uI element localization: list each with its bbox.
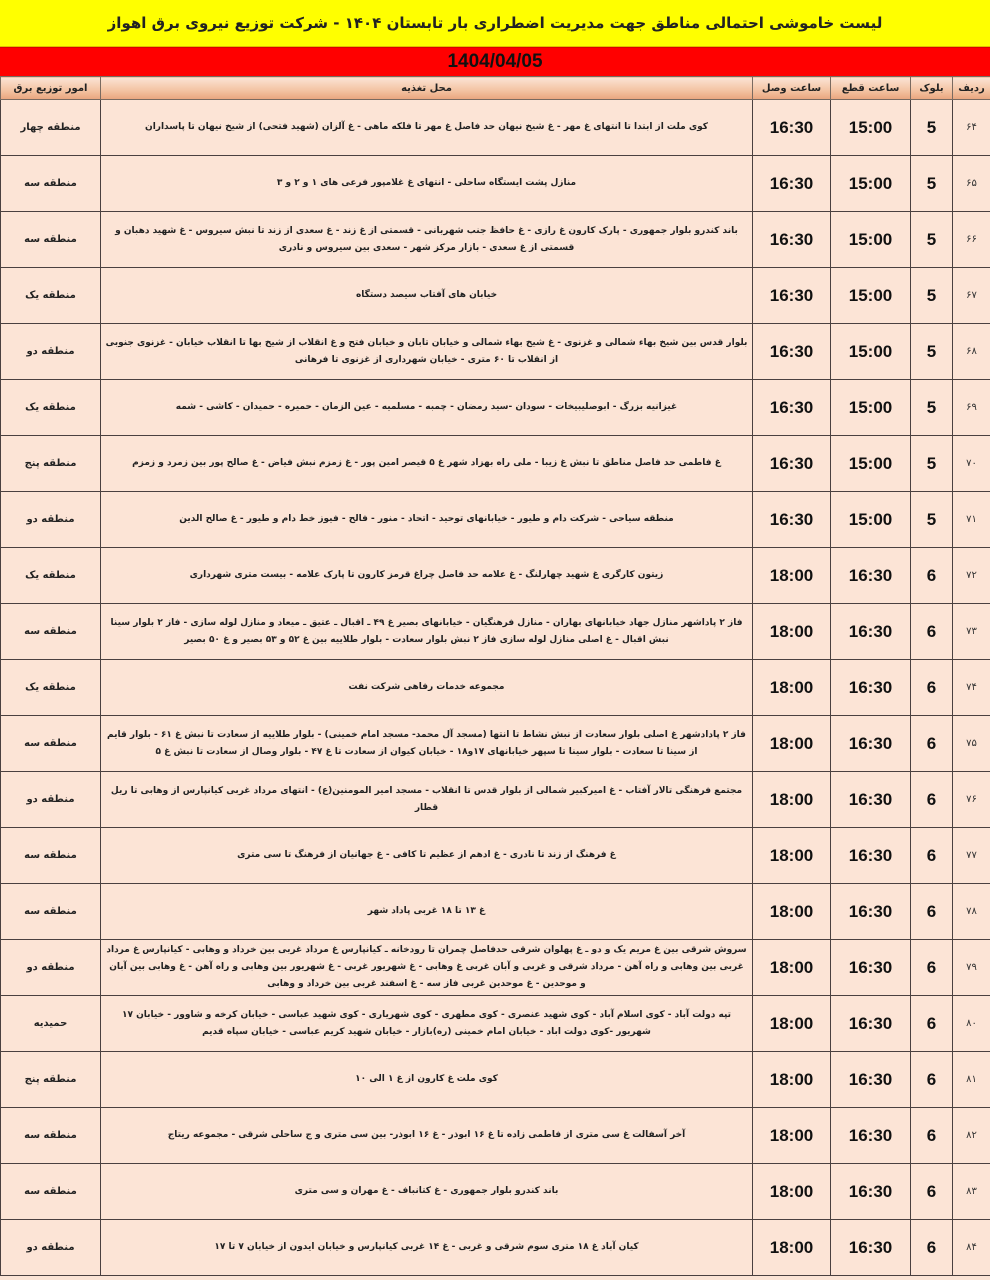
location-cell: کیان آباد غ ۱۸ متری سوم شرقی و غربی - غ ۱۴ غربی کیانپارس و خیابان ایدون از خیابان ۷ تا ۱۷ (101, 1220, 753, 1276)
block-number-cell: 5 (911, 268, 953, 324)
row-number-cell: ۸۳ (953, 1164, 990, 1220)
row-number-cell: ۶۵ (953, 156, 990, 212)
cut-time-cell: 16:30 (831, 996, 911, 1052)
page-title: لیست خاموشی احتمالی مناطق جهت مدیریت اضطراری بار تابستان ۱۴۰۴ - شرکت توزیع نیروی برق اهواز (107, 14, 883, 32)
row-number-cell: ۶۷ (953, 268, 990, 324)
connect-time-cell: 18:00 (753, 1164, 831, 1220)
block-number-cell: 5 (911, 492, 953, 548)
connect-time-cell: 16:30 (753, 492, 831, 548)
cut-time-cell: 16:30 (831, 1108, 911, 1164)
row-number-cell: ۸۴ (953, 1220, 990, 1276)
region-cell: منطقه سه (1, 1108, 101, 1164)
cut-time-cell: 15:00 (831, 492, 911, 548)
date-bar (0, 47, 990, 76)
connect-time-cell: 18:00 (753, 772, 831, 828)
col-header-cut: ساعت قطع (831, 77, 911, 100)
cut-time-cell: 16:30 (831, 660, 911, 716)
region-cell: منطقه سه (1, 828, 101, 884)
region-cell: منطقه دو (1, 492, 101, 548)
outage-table (0, 76, 990, 1276)
cut-time-cell: 16:30 (831, 604, 911, 660)
block-number-cell: 6 (911, 940, 953, 996)
connect-time-cell: 16:30 (753, 156, 831, 212)
connect-time-cell: 18:00 (753, 548, 831, 604)
connect-time-cell: 18:00 (753, 996, 831, 1052)
table-row (1, 156, 990, 212)
table-row (1, 660, 990, 716)
location-cell: باند کندرو بلوار جمهوری - غ کتانباف - غ مهران و سی متری (101, 1164, 753, 1220)
cut-time-cell: 16:30 (831, 1220, 911, 1276)
region-cell: منطقه چهار (1, 100, 101, 156)
table-row (1, 1220, 990, 1276)
table-row (1, 1052, 990, 1108)
location-cell: کوی ملت از ابتدا تا انتهای غ مهر - غ شیخ نیهان حد فاصل غ مهر تا فلکه ماهی - غ آلزان (شهید فتحی) از شیخ نیهان تا پاسداران (101, 100, 753, 156)
region-cell: منطقه یک (1, 660, 101, 716)
block-number-cell: 6 (911, 828, 953, 884)
connect-time-cell: 16:30 (753, 324, 831, 380)
cut-time-cell: 16:30 (831, 1164, 911, 1220)
cut-time-cell: 16:30 (831, 940, 911, 996)
cut-time-cell: 15:00 (831, 212, 911, 268)
connect-time-cell: 18:00 (753, 1108, 831, 1164)
col-header-location: محل تغذیه (101, 77, 753, 100)
block-number-cell: 6 (911, 1052, 953, 1108)
row-number-cell: ۷۱ (953, 492, 990, 548)
region-cell: منطقه سه (1, 604, 101, 660)
row-number-cell: ۶۶ (953, 212, 990, 268)
row-number-cell: ۶۴ (953, 100, 990, 156)
table-row (1, 604, 990, 660)
row-number-cell: ۸۰ (953, 996, 990, 1052)
row-number-cell: ۷۵ (953, 716, 990, 772)
location-cell: فاز ۲ پاداشهر منازل جهاد خیابانهای بهاران - منازل فرهنگیان - خیابانهای بصیر غ ۴۹ ـ اقبال ـ عتیق ـ میعاد و منازل لوله سازی - فاز ۲ بلوار سینا نبش اقبال - غ اصلی منازل لوله سازی فاز ۲ نبش بلوار سعادت - بلوار طلاییه بین غ ۵۲ و ۵۳ بصیر و غ ۵۰ بصیر (101, 604, 753, 660)
row-number-cell: ۷۳ (953, 604, 990, 660)
region-cell: منطقه دو (1, 1220, 101, 1276)
location-cell: غ فرهنگ از زند تا نادری - غ ادهم از عظیم تا کافی - غ جهانیان از فرهنگ تا سی متری (101, 828, 753, 884)
block-number-cell: 6 (911, 660, 953, 716)
cut-time-cell: 15:00 (831, 100, 911, 156)
connect-time-cell: 16:30 (753, 268, 831, 324)
location-cell: منازل پشت ایستگاه ساحلی - انتهای غ غلامپور فرعی های ۱ و ۲ و ۳ (101, 156, 753, 212)
connect-time-cell: 16:30 (753, 436, 831, 492)
location-cell: تپه دولت آباد - کوی اسلام آباد - کوی شهید عنصری - کوی مطهری - کوی شهریاری - کوی شهید عباسی - خیابان کرخه و شاوور - خیابان ۱۷ شهریور -کوی دولت اباد - خیابان امام خمینی (ره)بازار - خیابان شهید کریم عباسی - خیابان سپاه قدیم (101, 996, 753, 1052)
row-number-cell: ۷۶ (953, 772, 990, 828)
cut-time-cell: 16:30 (831, 772, 911, 828)
cut-time-cell: 15:00 (831, 380, 911, 436)
block-number-cell: 6 (911, 716, 953, 772)
table-row (1, 492, 990, 548)
cut-time-cell: 16:30 (831, 716, 911, 772)
table-row (1, 212, 990, 268)
table-row (1, 996, 990, 1052)
connect-time-cell: 18:00 (753, 884, 831, 940)
table-header-row (1, 77, 990, 100)
table-row (1, 940, 990, 996)
title-bar (0, 0, 990, 47)
row-number-cell: ۷۸ (953, 884, 990, 940)
region-cell: منطقه سه (1, 156, 101, 212)
cut-time-cell: 16:30 (831, 828, 911, 884)
row-number-cell: ۷۴ (953, 660, 990, 716)
table-row (1, 772, 990, 828)
region-cell: منطقه دو (1, 324, 101, 380)
block-number-cell: 6 (911, 996, 953, 1052)
row-number-cell: ۷۰ (953, 436, 990, 492)
cut-time-cell: 15:00 (831, 268, 911, 324)
date-label: 1404/04/05 (447, 51, 543, 72)
connect-time-cell: 16:30 (753, 212, 831, 268)
row-number-cell: ۷۷ (953, 828, 990, 884)
cut-time-cell: 15:00 (831, 324, 911, 380)
row-number-cell: ۸۱ (953, 1052, 990, 1108)
row-number-cell: ۸۲ (953, 1108, 990, 1164)
block-number-cell: 6 (911, 1220, 953, 1276)
location-cell: باند کندرو بلوار جمهوری - پارک کارون غ رازی - غ حافظ جنب شهربانی - قسمتی از غ زند - غ سعدی از زند تا نبش سیروس - غ شهید دهبان و قسمتی از غ سعدی - بازار مرکز شهر - سعدی بین سیروس و نادری (101, 212, 753, 268)
connect-time-cell: 16:30 (753, 100, 831, 156)
table-row (1, 100, 990, 156)
table-row (1, 380, 990, 436)
row-number-cell: ۶۹ (953, 380, 990, 436)
region-cell: منطقه یک (1, 548, 101, 604)
table-row (1, 716, 990, 772)
region-cell: منطقه دو (1, 940, 101, 996)
location-cell: فاز ۲ پادادشهر غ اصلی بلوار سعادت از نبش نشاط تا انتها (مسجد آل محمد- مسجد امام خمینی) - بلوار طلاییه از سعادت تا نبش غ ۶۱ - بلوار قایم از سینا تا سعادت - بلوار سینا تا سپهر خیابانهای ۱۷و۱۸ - خیابان کیوان از سعادت تا غ ۴۷ - بلوار وصال از سعادت تا نبش غ ۵ (101, 716, 753, 772)
region-cell: منطقه یک (1, 380, 101, 436)
cut-time-cell: 15:00 (831, 436, 911, 492)
row-number-cell: ۷۹ (953, 940, 990, 996)
cut-time-cell: 15:00 (831, 156, 911, 212)
cut-time-cell: 16:30 (831, 548, 911, 604)
location-cell: آخر آسفالت غ سی متری از فاطمی زاده تا غ ۱۶ ابوذر - غ ۱۶ ابوذر- بین سی متری و ج ساحلی شرقی - مجموعه ریتاج (101, 1108, 753, 1164)
location-cell: مجموعه خدمات رفاهی شرکت نفت (101, 660, 753, 716)
col-header-block: بلوک (911, 77, 953, 100)
region-cell: حمیدیه (1, 996, 101, 1052)
connect-time-cell: 18:00 (753, 940, 831, 996)
cut-time-cell: 16:30 (831, 1052, 911, 1108)
table-row (1, 1108, 990, 1164)
region-cell: منطقه سه (1, 1164, 101, 1220)
block-number-cell: 5 (911, 156, 953, 212)
connect-time-cell: 18:00 (753, 1220, 831, 1276)
row-number-cell: ۷۲ (953, 548, 990, 604)
location-cell: بلوار قدس بین شیخ بهاء شمالی و غزنوی - غ شیخ بهاء شمالی و خیابان تابان و خیابان فتح و غ انقلاب از شیخ بها تا انقلاب خیابان - غزنوی جنوبی از انقلاب تا ۶۰ متری - خیابان شهرداری از غزنوی تا فرهانی (101, 324, 753, 380)
region-cell: منطقه سه (1, 212, 101, 268)
region-cell: منطقه پنج (1, 1052, 101, 1108)
block-number-cell: 5 (911, 436, 953, 492)
connect-time-cell: 18:00 (753, 828, 831, 884)
row-number-cell: ۶۸ (953, 324, 990, 380)
block-number-cell: 6 (911, 884, 953, 940)
location-cell: کوی ملت غ کارون از غ ۱ الی ۱۰ (101, 1052, 753, 1108)
location-cell: غ ۱۳ تا ۱۸ غربی پاداد شهر (101, 884, 753, 940)
block-number-cell: 5 (911, 212, 953, 268)
table-row (1, 268, 990, 324)
region-cell: منطقه پنج (1, 436, 101, 492)
col-header-row: ردیف (953, 77, 990, 100)
region-cell: منطقه سه (1, 884, 101, 940)
connect-time-cell: 18:00 (753, 1052, 831, 1108)
connect-time-cell: 18:00 (753, 716, 831, 772)
location-cell: غ فاطمی حد فاصل مناطق تا نبش غ زیبا - ملی راه بهزاد شهر غ ۵ قیصر امین پور - غ زمزم نبش فیاض - غ صالح پور بین زمرد و زمزم (101, 436, 753, 492)
table-row (1, 324, 990, 380)
region-cell: منطقه سه (1, 716, 101, 772)
block-number-cell: 5 (911, 100, 953, 156)
block-number-cell: 6 (911, 604, 953, 660)
region-cell: منطقه دو (1, 772, 101, 828)
connect-time-cell: 16:30 (753, 380, 831, 436)
block-number-cell: 5 (911, 324, 953, 380)
connect-time-cell: 18:00 (753, 604, 831, 660)
location-cell: غیزانیه بزرگ - ابوصلیبیخات - سودان -سید رمضان - چمبه - مسلمیه - عین الزمان - حمیره - حمیدان - کاشی - شمه (101, 380, 753, 436)
location-cell: سروش شرقی بین غ مریم یک و دو ـ غ پهلوان شرقی حدفاصل چمران تا رودخانه ـ کیانپارس غ مرداد غربی بین خرداد و وهابی - کیانپارس غ مرداد غربی بین وهابی و راه آهن - مرداد شرقی و غربی و آبان غربی غ وهابی - غ شهریور غربی - غ شهریور بین وهابی و راه آهن - غ وهابی بین آبان و موحدین - غ موحدین غربی فاز سه - غ اسفند غربی بین خرداد و وهابی (101, 940, 753, 996)
table-row (1, 828, 990, 884)
block-number-cell: 6 (911, 1164, 953, 1220)
block-number-cell: 6 (911, 1108, 953, 1164)
block-number-cell: 6 (911, 772, 953, 828)
col-header-connect: ساعت وصل (753, 77, 831, 100)
col-header-region: امور توزیع برق (1, 77, 101, 100)
table-row (1, 1164, 990, 1220)
table-body (1, 100, 990, 1276)
region-cell: منطقه یک (1, 268, 101, 324)
block-number-cell: 5 (911, 380, 953, 436)
table-row (1, 884, 990, 940)
location-cell: زیتون کارگری غ شهید چهارلنگ - غ علامه حد فاصل چراغ قرمز کارون تا پارک علامه - بیست متری شهرداری (101, 548, 753, 604)
table-row (1, 548, 990, 604)
cut-time-cell: 16:30 (831, 884, 911, 940)
location-cell: خیابان های آفتاب سیصد دستگاه (101, 268, 753, 324)
location-cell: مجتمع فرهنگی تالار آفتاب - غ امیرکبیر شمالی از بلوار قدس تا انقلاب - مسجد امیر المومنین(ع) - انتهای مرداد غربی کیانپارس از وهابی تا ریل قطار (101, 772, 753, 828)
table-row (1, 436, 990, 492)
block-number-cell: 6 (911, 548, 953, 604)
connect-time-cell: 18:00 (753, 660, 831, 716)
location-cell: منطقه سیاحی - شرکت دام و طیور - خیابانهای توحید - اتحاد - منور - فالح - فیوز خط دام و طیور - غ صالح الدین (101, 492, 753, 548)
